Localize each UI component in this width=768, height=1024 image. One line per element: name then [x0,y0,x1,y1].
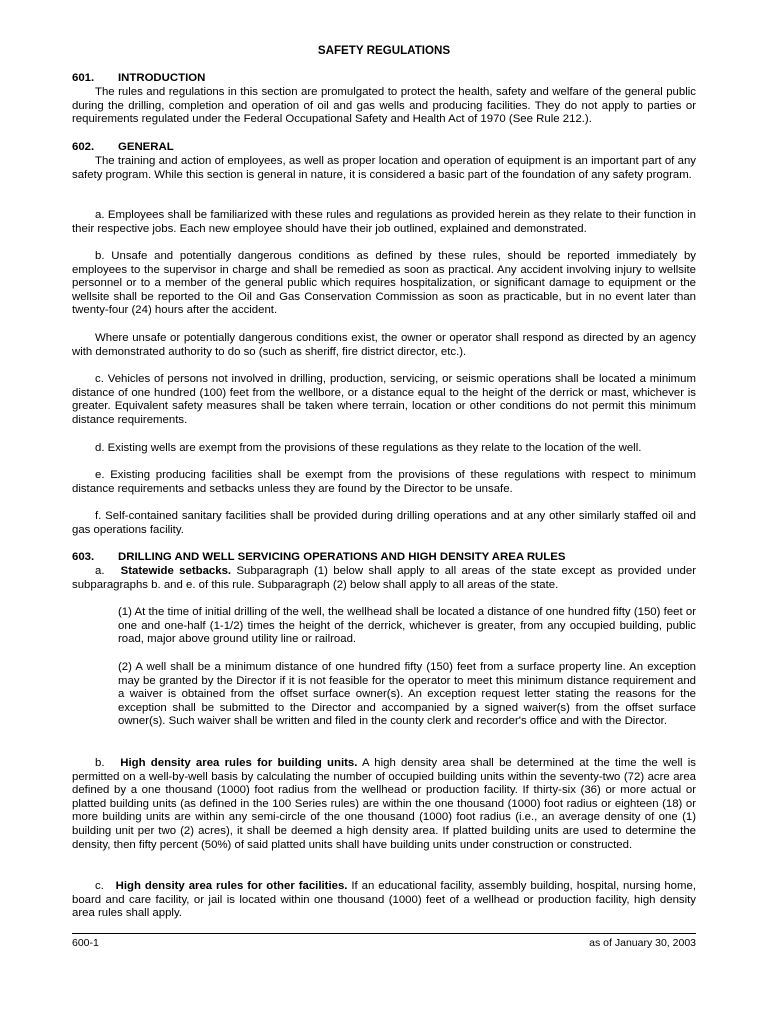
section-603-item-a-1: (1) At the time of initial drilling of the well, the wellhead shall be located a distance of one hundred fifty (150) feet or one and one-half (1-1/2) times the height of the derrick, whichever is greater, from any occupied building, public road, major above ground utility line or railroad. [118,606,696,646]
section-601-paragraph: The rules and regulations in this section are promulgated to protect the health, safety and welfare of the general public during the drilling, completion and operation of oil and gas wells and producing facilities. They do not apply to parties or requirements regulated under the Federal Occupational Safety and Health Act of 1970 (See Rule 212.). [72,86,696,126]
section-602-item-d: d. Existing wells are exempt from the provisions of these regulations as they relate to the location of the well. [95,442,642,454]
item-bold-heading: Statewide setbacks. [120,565,232,577]
footer-divider [72,933,696,934]
item-bold-heading: High density area rules for other facilities. [115,880,348,892]
section-602-item-e: e. Existing producing facilities shall be exempt from the provisions of these regulations with respect to minimum distance requirements and setbacks unless they are found by the Director to be unsafe. [72,469,696,495]
item-label: a. [95,565,105,577]
section-603-heading [72,551,696,565]
section-602-item-b-note: Where unsafe or potentially dangerous conditions exist, the owner or operator shall respond as directed by an agency with demonstrated authority to do so (such as sheriff, fire district director, etc.). [72,332,696,358]
footer-page-number: 600-1 [72,937,99,949]
section-title: DRILLING AND WELL SERVICING OPERATIONS AND HIGH DENSITY AREA RULES [118,551,566,563]
section-602-item-c: c. Vehicles of persons not involved in drilling, production, servicing, or seismic operations shall be located a minimum distance of one hundred (100) feet from the wellbore, or a distance equal to the height of the derrick or mast, whichever is greater. Equivalent safety measures shall be taken where terrain, location or other conditions do not permit this minimum distance requirements. [72,373,696,426]
section-number: 603. [72,551,95,563]
section-603-item-c [72,880,696,921]
section-601-heading [72,72,696,86]
section-602-paragraph: The training and action of employees, as well as proper location and operation of equipment is an important part of any safety program. While this section is general in nature, it is considered a basic part of the foundation of any safety program. [72,155,696,181]
section-603-item-a [72,565,696,592]
item-text: A high density area shall be determined at the time the well is permitted on a well-by-well basis by calculating the number of occupied building units within the seventy-two (72) acre area defined by a one thousand (1000) foot radius from the wellhead or production facility. If thirty-six (36) or more actual or platted building units (as defined in the 100 Series rules) are within the one thousand (1000) foot radius or eighteen (18) or more building units are within any semi-circle of the one thousand (1000) foot radius (i.e., an average density of one (1) building unit per two (2) acres), it shall be deemed a high density area. If platted building units are used to determine the density, then fifty percent (50%) of said platted units shall have building units under construction or constructed. [72,757,696,851]
item-label: c. [95,880,104,892]
section-602-heading [72,141,696,155]
item-text: If an educational facility, assembly building, hospital, nursing home, board and care facility, or jail is located within one thousand (1000) feet of a wellhead or production facility, high density area rules shall apply. [72,880,697,920]
section-602-item-a: a. Employees shall be familiarized with these rules and regulations as provided herein as they relate to their function in their respective jobs. Each new employee should have their job outlined, explained and demonstrated. [72,209,696,235]
section-title: INTRODUCTION [118,72,206,84]
section-602-item-f: f. Self-contained sanitary facilities shall be provided during drilling operations and at any other similarly staffed oil and gas operations facility. [72,510,696,536]
section-number: 601. [72,72,95,84]
page-title: SAFETY REGULATIONS [317,44,451,57]
section-603-item-b [72,757,696,852]
item-bold-heading: High density area rules for building units. [120,757,358,769]
section-602-item-b: b. Unsafe and potentially dangerous conditions as defined by these rules, should be reported immediately by employees to the supervisor in charge and shall be remedied as soon as practical. Any accident involving injury to wellsite personnel or to a member of the general public which requires hospitalization, or significant damage to equipment or the wellsite shall be reported to the Oil and Gas Conservation Commission as soon as practicable, but in no event later than twenty-four (24) hours after the accident. [72,250,696,317]
section-603-item-a-2: (2) A well shall be a minimum distance of one hundred fifty (150) feet from a surface property line. An exception may be granted by the Director if it is not feasible for the operator to meet this minimum distance requirement and a waiver is obtained from the offset surface owner(s). An exception request letter stating the reasons for the exception shall be submitted to the Director and accompanied by a signed waiver(s) from the offset surface owner(s). Such waiver shall be written and filed in the county clerk and recorder's office and with the Director. [118,661,696,728]
item-label: b. [95,757,105,769]
section-title: GENERAL [118,141,174,153]
section-number: 602. [72,141,95,153]
footer-date: as of January 30, 2003 [589,937,696,949]
item-text: Subparagraph (1) below shall apply to all areas of the state except as provided under subparagraphs b. and e. of this rule. Subparagraph (2) below shall apply to all areas of the state. [72,565,696,591]
